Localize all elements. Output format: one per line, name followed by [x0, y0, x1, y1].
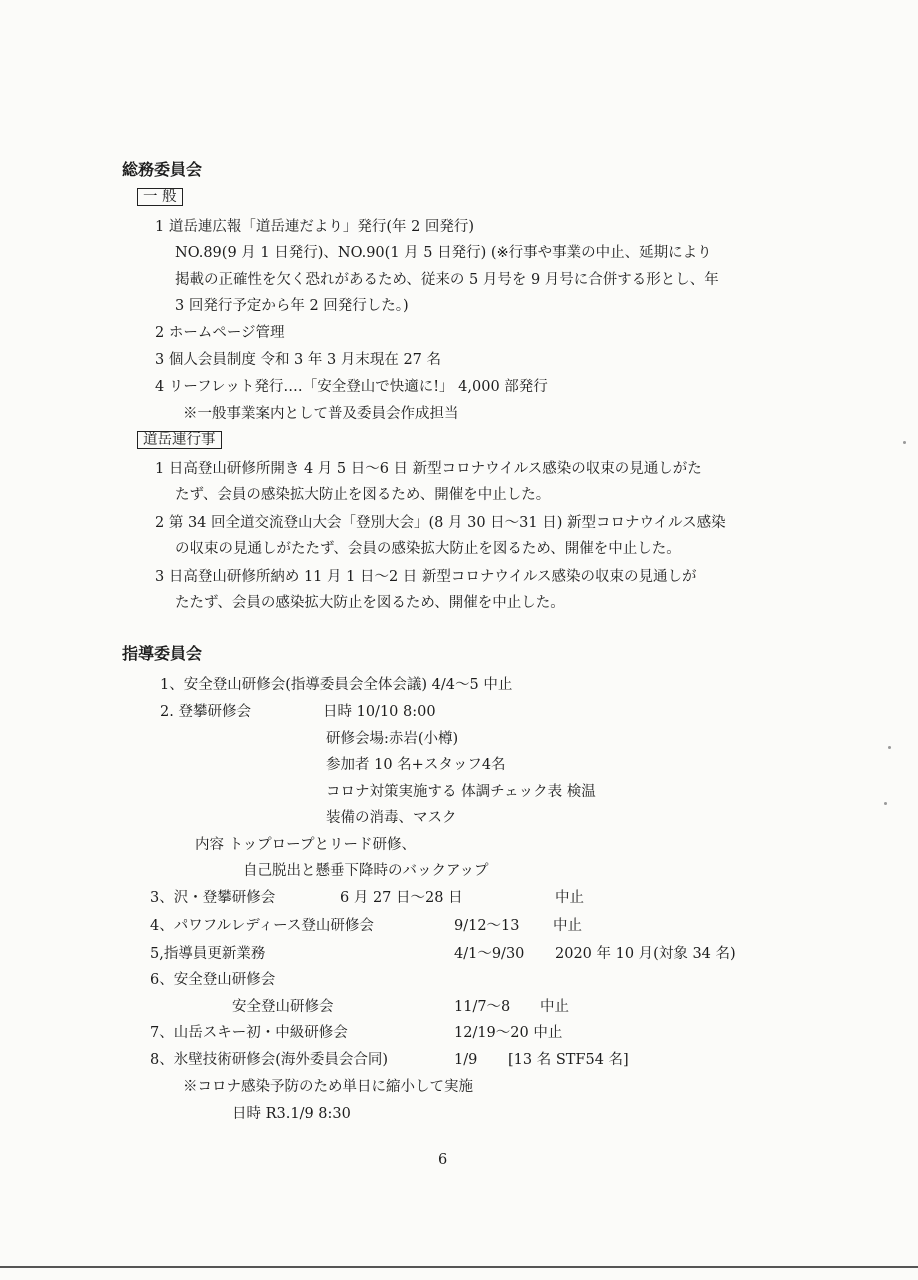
- shidou-item-4-status: 中止: [553, 918, 582, 934]
- shidou-item-2-equipment: 装備の消毒、マスク: [326, 810, 457, 826]
- scan-speck: [888, 746, 891, 749]
- scan-bottom-edge: [0, 1266, 918, 1268]
- shidou-item-5-detail: 2020 年 10 月(対象 34 名): [555, 946, 736, 962]
- events-section-label: 道岳連行事: [137, 431, 222, 449]
- shidou-item-8: 8、氷壁技術研修会(海外委員会合同): [150, 1052, 389, 1068]
- event-2-cont: の収束の見通しがたたず、会員の感染拡大防止を図るため、開催を中止した。: [175, 541, 681, 557]
- event-2: 2 第 34 回全道交流登山大会「登別大会」(8 月 30 日〜31 日) 新型コロナウイルス感染: [155, 515, 726, 531]
- soumu-item-3: 3 個人会員制度 令和 3 年 3 月末現在 27 名: [155, 352, 441, 368]
- shidou-item-6: 6、安全登山研修会: [150, 972, 276, 988]
- shidou-item-3: 3、沢・登攀研修会: [150, 890, 276, 906]
- soumu-item-1-detail: 3 回発行予定から年 2 回発行した。): [175, 298, 409, 314]
- shidou-item-6-status: 中止: [540, 999, 569, 1015]
- shidou-item-2-date: 日時 10/10 8:00: [323, 704, 436, 720]
- soumu-item-4-note: ※一般事業案内として普及委員会作成担当: [183, 406, 459, 422]
- shidou-item-2-covid: コロナ対策実施する 体調チェック表 検温: [326, 784, 596, 800]
- shidou-item-7: 7、山岳スキー初・中級研修会: [150, 1025, 348, 1041]
- shidou-item-8-note: ※コロナ感染予防のため単日に縮小して実施: [183, 1079, 473, 1095]
- shidou-item-2-content-cont: 自己脱出と懸垂下降時のバックアップ: [243, 863, 489, 879]
- soumu-item-1-detail: 掲載の正確性を欠く恐れがあるため、従来の 5 月号を 9 月号に合併する形とし、年: [175, 272, 719, 288]
- event-1: 1 日高登山研修所開き 4 月 5 日〜6 日 新型コロナウイルス感染の収束の見通しがた: [155, 461, 702, 477]
- shidou-heading: 指導委員会: [122, 644, 203, 663]
- soumu-item-2: 2 ホームページ管理: [155, 325, 285, 341]
- event-1-cont: たず、会員の感染拡大防止を図るため、開催を中止した。: [175, 487, 551, 503]
- event-3-cont: たたず、会員の感染拡大防止を図るため、開催を中止した。: [175, 595, 565, 611]
- soumu-heading: 総務委員会: [122, 160, 203, 179]
- shidou-item-6-sub: 安全登山研修会: [232, 999, 334, 1015]
- shidou-item-2-content: 内容 トップロープとリード研修、: [195, 837, 416, 853]
- page-number: 6: [438, 1152, 448, 1168]
- shidou-item-3-date: 6 月 27 日〜28 日: [340, 890, 463, 906]
- shidou-item-4: 4、パワフルレディース登山研修会: [150, 918, 374, 934]
- shidou-item-2-participants: 参加者 10 名+スタッフ4名: [326, 757, 506, 773]
- scan-speck: [884, 802, 887, 805]
- shidou-item-8-date: 1/9: [454, 1052, 478, 1068]
- shidou-item-5: 5,指導員更新業務: [150, 946, 266, 962]
- soumu-item-1: 1 道岳連広報「道岳連だより」発行(年 2 回発行): [155, 219, 475, 235]
- shidou-item-7-date: 12/19〜20 中止: [454, 1025, 563, 1041]
- shidou-item-4-date: 9/12〜13: [454, 918, 520, 934]
- general-section-label: 一 般: [137, 188, 183, 206]
- shidou-item-8-datetime: 日時 R3.1/9 8:30: [232, 1106, 351, 1122]
- soumu-item-4: 4 リーフレット発行‥‥「安全登山で快適に!」 4,000 部発行: [155, 379, 548, 395]
- shidou-item-2: 2. 登攀研修会: [160, 704, 251, 720]
- shidou-item-6-date: 11/7〜8: [454, 999, 511, 1015]
- event-3: 3 日高登山研修所納め 11 月 1 日〜2 日 新型コロナウイルス感染の収束の見通しが: [155, 569, 697, 585]
- shidou-item-1: 1、安全登山研修会(指導委員会全体会議) 4/4〜5 中止: [160, 677, 513, 693]
- shidou-item-3-status: 中止: [555, 890, 584, 906]
- soumu-item-1-detail: NO.89(9 月 1 日発行)、NO.90(1 月 5 日発行) (※行事や事業の中止、延期により: [175, 245, 712, 261]
- shidou-item-5-period: 4/1〜9/30: [454, 946, 525, 962]
- scan-speck: [903, 441, 906, 444]
- shidou-item-2-venue: 研修会場:赤岩(小樽): [326, 731, 459, 747]
- shidou-item-8-count: [13 名 STF54 名]: [508, 1052, 629, 1068]
